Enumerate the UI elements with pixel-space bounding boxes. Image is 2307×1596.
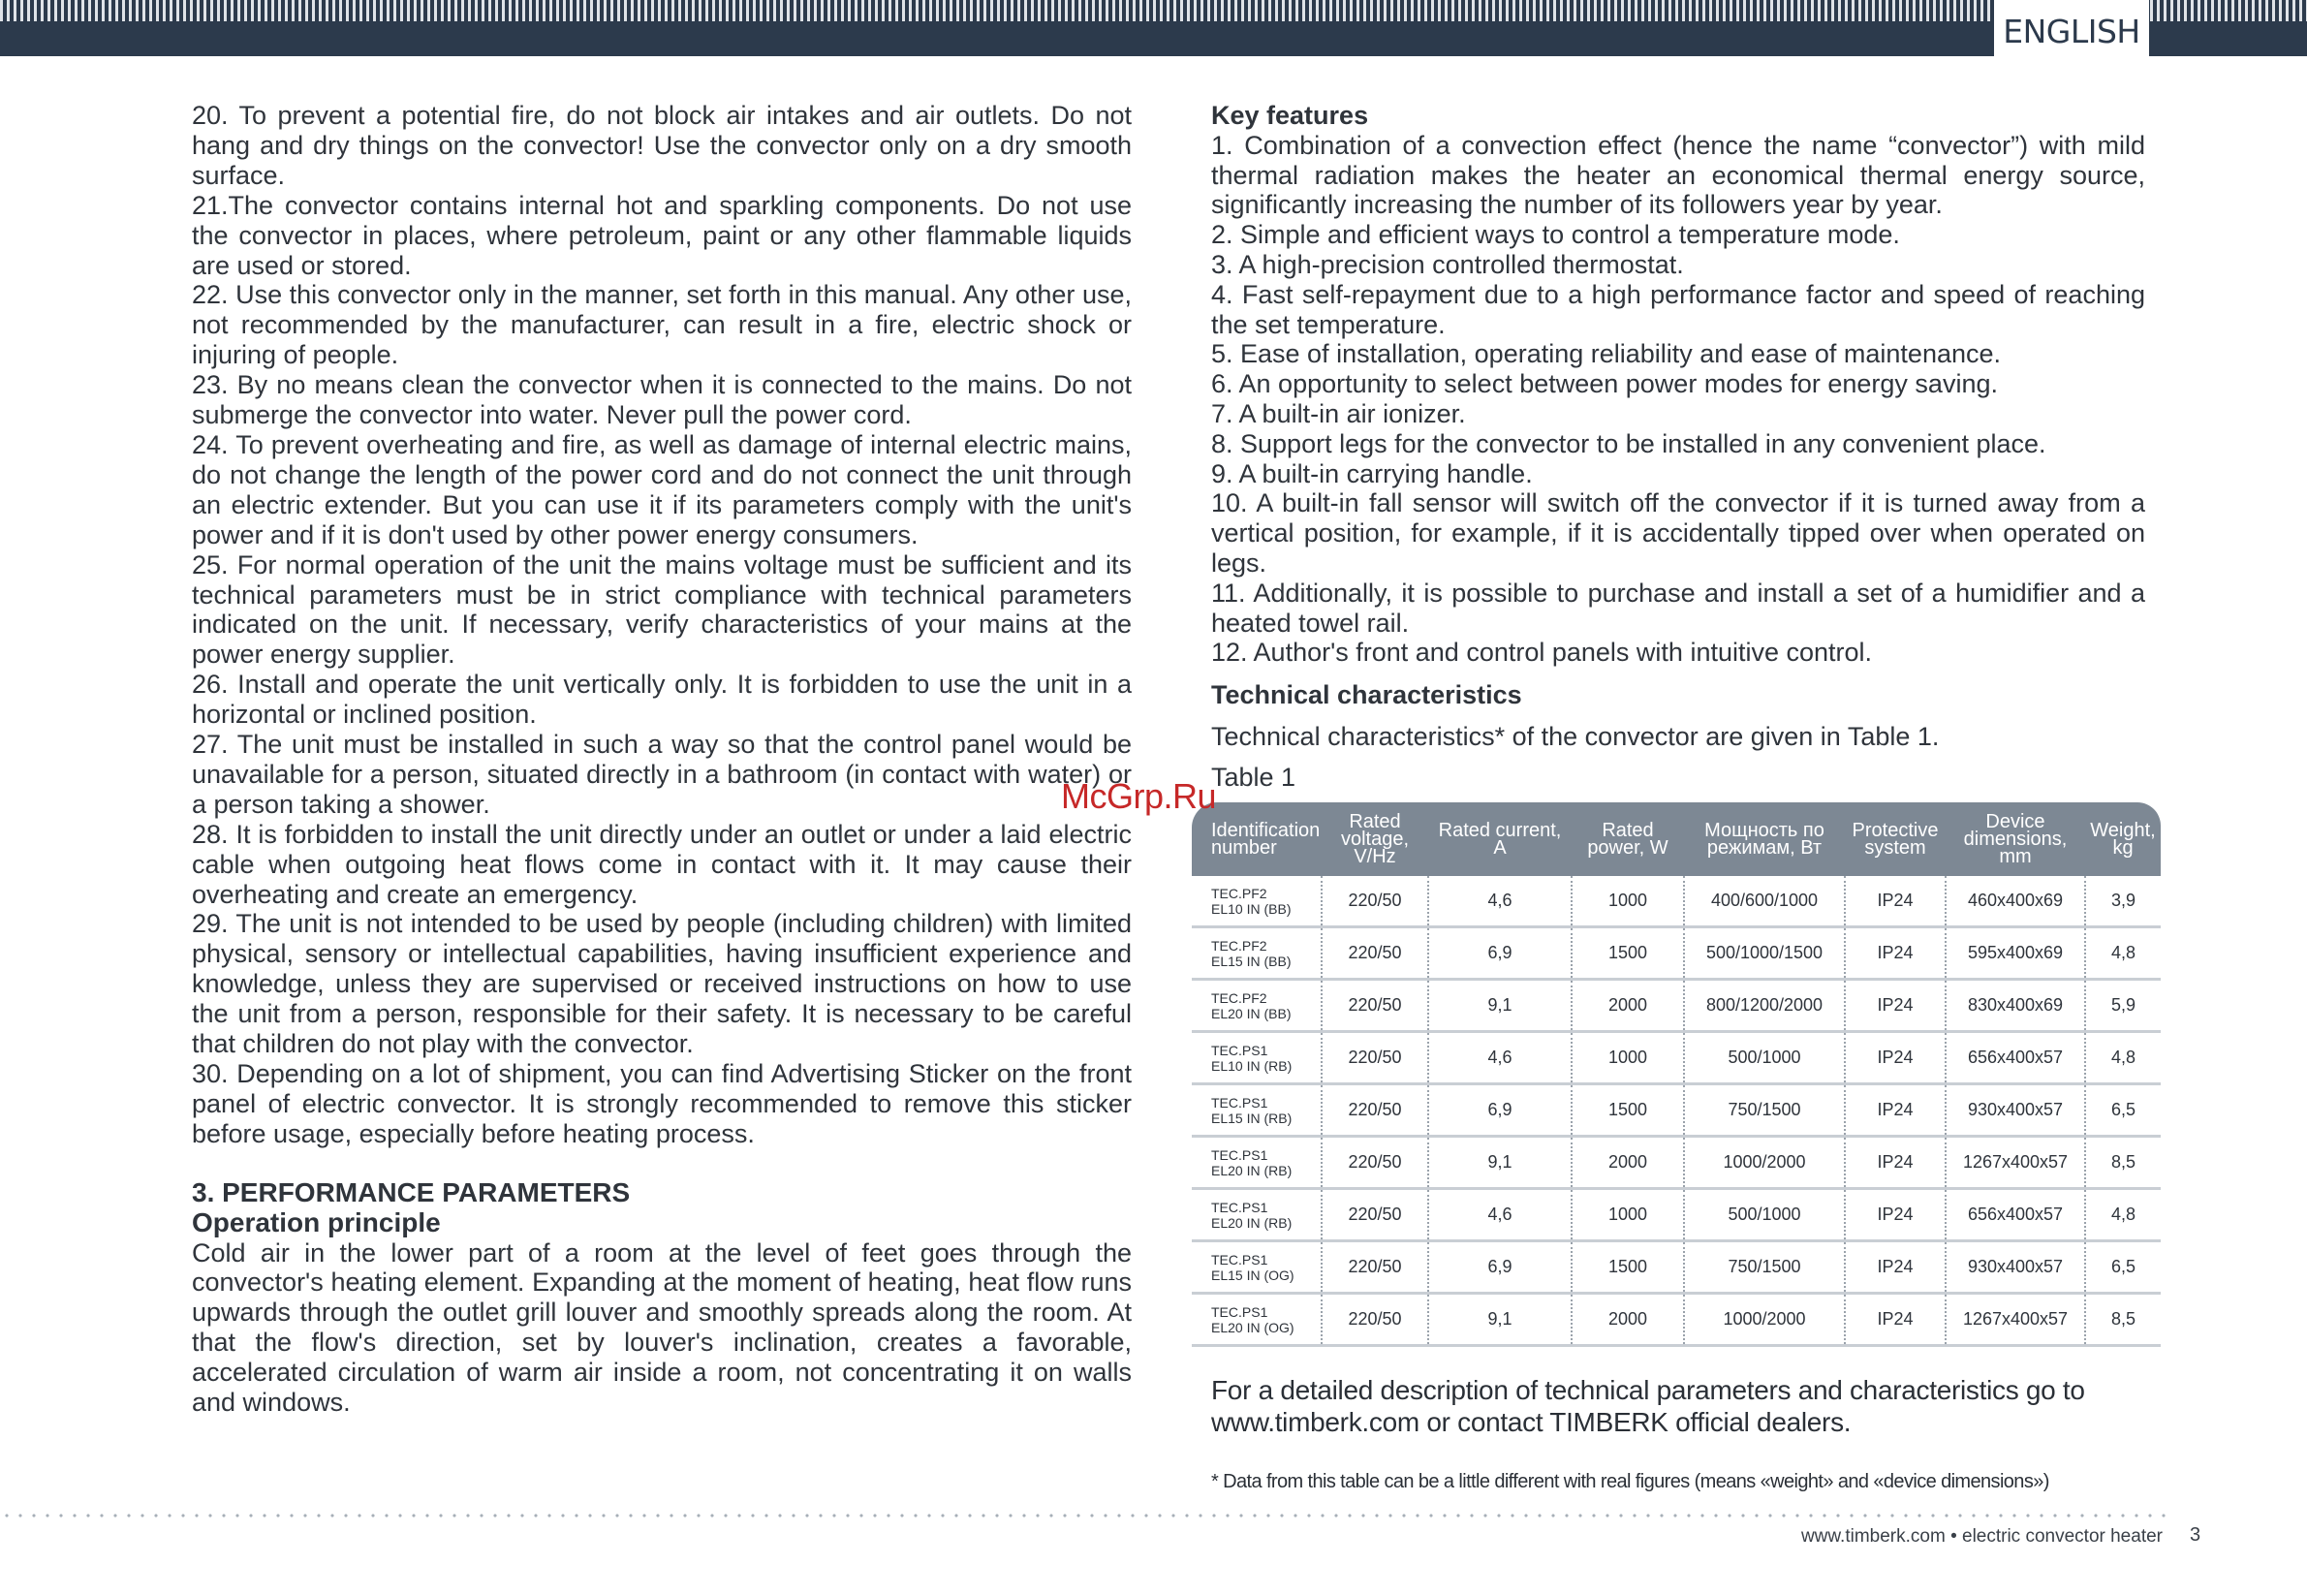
feature-item: 2. Simple and efficient ways to control a temperature mode. — [1211, 220, 1900, 250]
table-cell: 656x400x57 — [1946, 1189, 2085, 1241]
table-caption: Table 1 — [1211, 763, 1296, 793]
table-cell: 220/50 — [1322, 927, 1428, 980]
table-cell: 6,9 — [1428, 1084, 1572, 1137]
table-cell: 6,5 — [2085, 1084, 2161, 1137]
identification-cell — [1192, 980, 1322, 1032]
table-cell: IP24 — [1845, 1084, 1946, 1137]
table-cell: IP24 — [1845, 1032, 1946, 1084]
footer-site: www.timberk.com • electric convector heater — [1800, 1526, 2163, 1547]
table-cell: 2000 — [1572, 980, 1684, 1032]
table-cell: 930x400x57 — [1946, 1241, 2085, 1294]
table-cell: 500/1000/1500 — [1684, 927, 1845, 980]
subsection-title: Operation principle — [192, 1206, 441, 1237]
table-row — [1192, 1137, 2161, 1189]
table-header-row — [1192, 802, 2161, 876]
feature-item: 12. Author's front and control panels with intuitive control. — [1211, 638, 1873, 668]
table-cell: 8,5 — [2085, 1137, 2161, 1189]
table-cell: 1000 — [1572, 1032, 1684, 1084]
feature-item: 8. Support legs for the convector to be installed in any convenient place. — [1211, 428, 2046, 458]
table-cell: 8,5 — [2085, 1294, 2161, 1346]
key-features-title: Key features — [1211, 101, 1369, 130]
spec-table — [1192, 802, 2161, 1347]
header-band — [0, 0, 2307, 56]
identification-cell — [1192, 1241, 1322, 1294]
table-cell: 220/50 — [1322, 1032, 1428, 1084]
table-cell: 4,6 — [1428, 1032, 1572, 1084]
table-cell: 220/50 — [1322, 1137, 1428, 1189]
identification-line: EL20 IN (BB) — [1211, 1005, 1292, 1021]
header-cell: Rated voltage, V/Hz — [1340, 811, 1410, 867]
footer-dotted-rule — [0, 1514, 2170, 1518]
table-cell: 1267x400x57 — [1946, 1137, 2085, 1189]
header-cell: Identification number — [1211, 820, 1321, 859]
tech-characteristics-intro: Technical characteristics* of the convector are given in Table 1. — [1211, 722, 1940, 752]
table-cell: 656x400x57 — [1946, 1032, 2085, 1084]
table-cell: 5,9 — [2085, 980, 2161, 1032]
table-cell: 1500 — [1572, 927, 1684, 980]
safety-item-30: 30. Depending on a lot of shipment, you can find Advertising Sticker on the front panel of electric convector. It is strongly recommended to remove this sticker before usage, especially before heating process. — [192, 1059, 1132, 1148]
watermark-text: McGrp.Ru — [1061, 776, 1217, 816]
table-footnote: * Data from this table can be a little different with real figures (means «weight» and «device dimensions») — [1211, 1471, 2049, 1492]
table-cell: 500/1000 — [1684, 1032, 1845, 1084]
table-cell: 400/600/1000 — [1684, 876, 1845, 927]
section-title: 3. PERFORMANCE PARAMETERS — [192, 1176, 631, 1207]
feature-item: 3. A high-precision controlled thermostat. — [1211, 249, 1684, 279]
table-body — [1192, 876, 2161, 1346]
table-cell: 220/50 — [1322, 1241, 1428, 1294]
table-row — [1192, 1189, 2161, 1241]
table-cell: 460x400x69 — [1946, 876, 2085, 927]
feature-item: 5. Ease of installation, operating reliability and ease of maintenance. — [1211, 339, 2002, 369]
identification-cell — [1192, 1032, 1322, 1084]
identification-line: TEC.PF2 — [1211, 885, 1267, 901]
table-cell: 2000 — [1572, 1137, 1684, 1189]
safety-item-29: 29. The unit is not intended to be used by people (including children) with limited physical, sensory or intellectual capabilities, having insufficient experience and knowledge, unless they are supervised or received instructions on how to use the unit from a person, responsible for their safety. It is necessary to be careful that children do not play with the convector. — [192, 909, 1132, 1059]
feature-item: 6. An opportunity to select between power modes for energy saving. — [1211, 369, 1998, 399]
table-cell: 1000/2000 — [1684, 1294, 1845, 1346]
identification-line: EL10 IN (BB) — [1211, 900, 1292, 917]
spec-table-wrapper — [1192, 802, 2161, 1347]
tech-characteristics-title: Technical characteristics — [1211, 680, 1522, 710]
identification-cell — [1192, 1294, 1322, 1346]
table-cell: 4,8 — [2085, 927, 2161, 980]
table-row — [1192, 1294, 2161, 1346]
identification-line: TEC.PS1 — [1211, 1251, 1268, 1267]
identification-line: TEC.PS1 — [1211, 1146, 1268, 1163]
identification-line: TEC.PS1 — [1211, 1199, 1268, 1215]
header-cell: Мощность по режимам, Вт — [1704, 820, 1824, 859]
identification-line: TEC.PS1 — [1211, 1303, 1268, 1320]
feature-item: 7. A built-in air ionizer. — [1211, 398, 1466, 428]
header-cell: Protective system — [1852, 820, 1939, 859]
table-cell: IP24 — [1845, 876, 1946, 927]
identification-line: EL20 IN (RB) — [1211, 1214, 1293, 1231]
table-cell: 750/1500 — [1684, 1084, 1845, 1137]
identification-cell — [1192, 876, 1322, 927]
table-cell: 4,6 — [1428, 876, 1572, 927]
table-cell: 2000 — [1572, 1294, 1684, 1346]
table-cell: 220/50 — [1322, 1084, 1428, 1137]
feature-item: 11. Additionally, it is possible to purchase and install a set of a humidifier and a heated towel rail. — [1211, 578, 2145, 638]
table-cell: 500/1000 — [1684, 1189, 1845, 1241]
table-cell: 1500 — [1572, 1241, 1684, 1294]
table-cell: 1000/2000 — [1684, 1137, 1845, 1189]
feature-item: 4. Fast self-repayment due to a high performance factor and speed of reaching the set temperature. — [1211, 279, 2145, 339]
table-cell: 6,9 — [1428, 927, 1572, 980]
table-row — [1192, 1241, 2161, 1294]
table-row — [1192, 927, 2161, 980]
header-cell: Rated current, A — [1438, 820, 1562, 859]
table-cell: 9,1 — [1428, 1137, 1572, 1189]
safety-item-21: 21.The convector contains internal hot and sparkling components. Do not use the convector in places, where petroleum, paint or any other flammable liquids are used or stored. — [192, 190, 1132, 280]
table-cell: 830x400x69 — [1946, 980, 2085, 1032]
language-tab: ENGLISH — [1994, 0, 2149, 56]
identification-cell — [1192, 1137, 1322, 1189]
header-cell: Rated power, W — [1587, 820, 1668, 859]
more-info-text: For a detailed description of technical parameters and characteristics go to www.timberk.com or contact TIMBERK official dealers. — [1211, 1375, 2085, 1437]
table-cell: 9,1 — [1428, 980, 1572, 1032]
table-row — [1192, 1084, 2161, 1137]
safety-item-28: 28. It is forbidden to install the unit directly under an outlet or under a laid electric cable when outgoing heat flows come in contact with it. It may cause their overheating and create an emergency. — [192, 819, 1132, 909]
identification-line: EL10 IN (RB) — [1211, 1057, 1293, 1074]
table-cell: 6,9 — [1428, 1241, 1572, 1294]
feature-item: 1. Combination of a convection effect (hence the name “convector”) with mild thermal radiation makes the heater an economical thermal energy source, significantly increasing the number of its followers year by year. — [1211, 130, 2145, 220]
page-number: 3 — [2190, 1524, 2201, 1546]
identification-line: EL20 IN (OG) — [1211, 1319, 1294, 1335]
table-cell: 220/50 — [1322, 876, 1428, 927]
table-cell: IP24 — [1845, 980, 1946, 1032]
safety-item-23: 23. By no means clean the convector when it is connected to the mains. Do not submerge the convector into water. Never pull the power cord. — [192, 370, 1132, 430]
header-cell: Weight, kg — [2090, 820, 2156, 859]
identification-line: TEC.PS1 — [1211, 1042, 1268, 1058]
table-cell: 1267x400x57 — [1946, 1294, 2085, 1346]
table-row — [1192, 980, 2161, 1032]
table-cell: 4,8 — [2085, 1032, 2161, 1084]
header-cell: Device dimensions, mm — [1963, 811, 2068, 867]
identification-line: TEC.PS1 — [1211, 1094, 1268, 1111]
identification-line: TEC.PF2 — [1211, 989, 1267, 1006]
identification-cell — [1192, 927, 1322, 980]
identification-cell — [1192, 1084, 1322, 1137]
table-cell: 1000 — [1572, 876, 1684, 927]
safety-item-25: 25. For normal operation of the unit the mains voltage must be sufficient and its technical parameters must be in strict compliance with technical parameters indicated on the unit. If necessary, verify characteristics of your mains at the power energy supplier. — [192, 549, 1132, 670]
identification-line: EL15 IN (BB) — [1211, 953, 1292, 969]
table-cell: 220/50 — [1322, 1189, 1428, 1241]
table-cell: 1000 — [1572, 1189, 1684, 1241]
safety-item-24: 24. To prevent overheating and fire, as well as damage of internal electric mains, do not change the length of the power cord and do not connect the unit through an electric extender. But you can use it if its parameters comply with the unit's power and if it is don't used by other power energy consumers. — [192, 429, 1132, 549]
table-row — [1192, 876, 2161, 927]
identification-line: TEC.PF2 — [1211, 937, 1267, 954]
identification-line: EL15 IN (RB) — [1211, 1110, 1293, 1126]
table-cell: 9,1 — [1428, 1294, 1572, 1346]
table-cell: 220/50 — [1322, 980, 1428, 1032]
feature-item: 9. A built-in carrying handle. — [1211, 458, 1533, 488]
table-cell: 930x400x57 — [1946, 1084, 2085, 1137]
table-cell: IP24 — [1845, 1189, 1946, 1241]
table-cell: IP24 — [1845, 1294, 1946, 1346]
safety-item-22: 22. Use this convector only in the manner, set forth in this manual. Any other use, not recommended by the manufacturer, can result in a fire, electric shock or injuring of people. — [192, 280, 1132, 370]
safety-item-26: 26. Install and operate the unit vertically only. It is forbidden to use the unit in a horizontal or inclined position. — [192, 670, 1132, 730]
table-cell: 800/1200/2000 — [1684, 980, 1845, 1032]
right-column — [1211, 101, 2145, 794]
identification-cell — [1192, 1189, 1322, 1241]
table-cell: 3,9 — [2085, 876, 2161, 927]
table-cell: 4,8 — [2085, 1189, 2161, 1241]
header-tick-pattern — [0, 0, 2307, 21]
table-cell: IP24 — [1845, 1137, 1946, 1189]
identification-line: EL20 IN (RB) — [1211, 1162, 1293, 1178]
table-cell: IP24 — [1845, 1241, 1946, 1294]
left-column — [192, 101, 1132, 1418]
table-cell: 4,6 — [1428, 1189, 1572, 1241]
safety-item-20: 20. To prevent a potential fire, do not block air intakes and air outlets. Do not hang and dry things on the convector! Use the convector only on a dry smooth surface. — [192, 101, 1132, 190]
operation-principle-text: Cold air in the lower part of a room at the level of feet goes through the convector's heating element. Expanding at the moment of heating, heat flow runs upwards through the outlet grill louver and smoothly spreads along the room. At that the flow's direction, set by louver's inclination, creates a favorable, accelerated circulation of warm air inside a room, not concentrating it on walls and windows. — [192, 1237, 1132, 1418]
identification-line: EL15 IN (OG) — [1211, 1267, 1294, 1283]
feature-item: 10. A built-in fall sensor will switch off the convector if it is turned away from a vertical position, for example, if it is accidentally tipped over when operated on legs. — [1211, 488, 2145, 578]
table-row — [1192, 1032, 2161, 1084]
table-cell: 1500 — [1572, 1084, 1684, 1137]
safety-item-27: 27. The unit must be installed in such a way so that the control panel would be unavailable for a person, situated directly in a bathroom (in contact with water) or a person taking a shower. — [192, 730, 1132, 819]
table-cell: 6,5 — [2085, 1241, 2161, 1294]
table-cell: 595x400x69 — [1946, 927, 2085, 980]
table-cell: IP24 — [1845, 927, 1946, 980]
table-cell: 750/1500 — [1684, 1241, 1845, 1294]
table-cell: 220/50 — [1322, 1294, 1428, 1346]
